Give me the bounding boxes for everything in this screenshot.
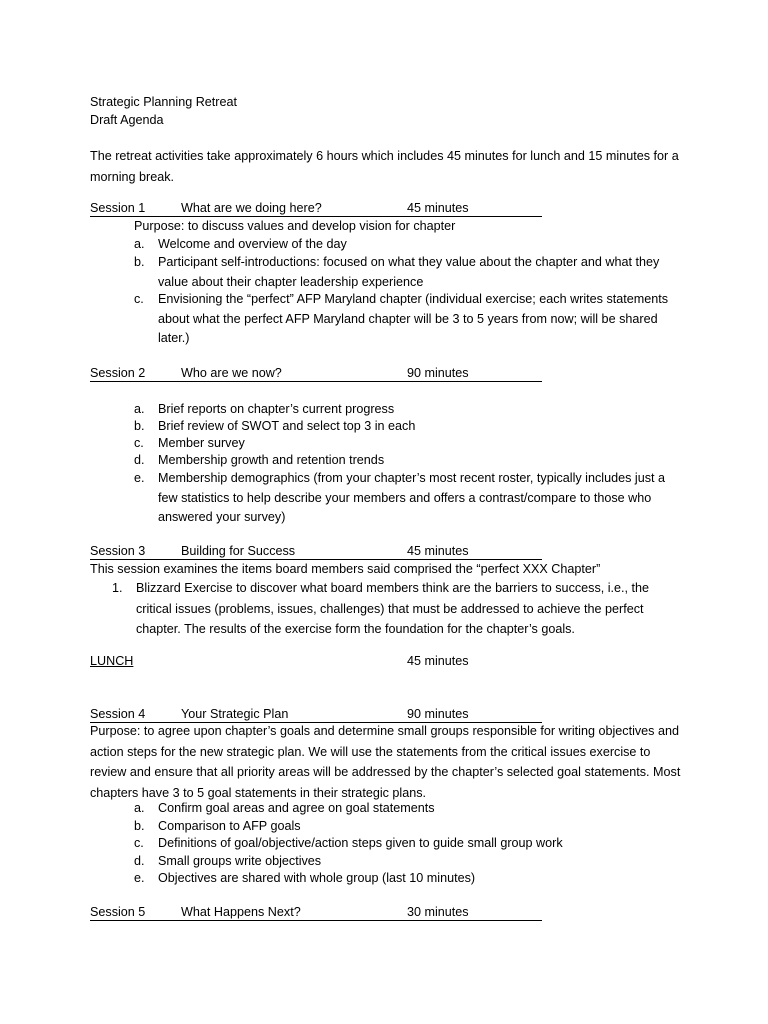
list-item: e. Objectives are shared with whole group (last 10 minutes) [134, 871, 476, 885]
list-item: 1. Blizzard Exercise to discover what board members think are the barriers to success, i.e., the critical issues (problems, issues, challenges) that must be addressed to achieve the perfect chapter. The results of the exercise form the foundation for the chapter’s goals. [112, 581, 650, 636]
list-item: c. Definitions of goal/objective/action steps given to guide small group work [134, 836, 563, 850]
session-duration: 30 minutes [407, 905, 469, 919]
session-3-description: This session examines the items board members said comprised the “perfect XXX Chapter” [90, 562, 601, 576]
session-4-purpose: Purpose: to agree upon chapter’s goals and determine small groups responsible for writing objectives and action steps for the new strategic plan. We will use the statements from the critical issues exercise to review and ensure that all priority areas will be addressed by the chapter’s selected goal statements. Most chapters have 3 to 5 goal statements in their strategic plans. [90, 724, 681, 800]
list-item: d. Small groups write objectives [134, 854, 322, 868]
session-duration: 90 minutes [407, 366, 469, 380]
list-item: b. Comparison to AFP goals [134, 819, 301, 833]
session-number: Session 5 [90, 905, 146, 919]
session-5-header [90, 904, 542, 921]
list-item: e. Membership demographics (from your chapter’s most recent roster, typically includes just a few statistics to help describe your members and offers a contrast/compare to those who answered your survey) [134, 471, 665, 524]
session-1-header [90, 200, 542, 217]
session-number: Session 4 [90, 707, 146, 721]
session-title: What Happens Next? [181, 905, 301, 919]
lunch-row [90, 653, 542, 669]
lunch-label: LUNCH [90, 654, 134, 668]
list-item: c. Envisioning the “perfect” AFP Maryland chapter (individual exercise; each writes statements about what the perfect AFP Maryland chapter will be 3 to 5 years from now; will be shared later.) [134, 292, 669, 345]
list-item: c. Member survey [134, 436, 245, 450]
lunch-duration: 45 minutes [407, 654, 469, 668]
session-title: Your Strategic Plan [181, 707, 289, 721]
session-1-purpose: Purpose: to discuss values and develop vision for chapter [134, 219, 456, 233]
list-item: a. Brief reports on chapter’s current progress [134, 402, 395, 416]
list-item: d. Membership growth and retention trends [134, 453, 385, 467]
session-duration: 45 minutes [407, 544, 469, 558]
session-2-header [90, 365, 542, 382]
session-duration: 90 minutes [407, 707, 469, 721]
session-number: Session 2 [90, 366, 146, 380]
list-item: b. Participant self-introductions: focused on what they value about the chapter and what they value about their chapter leadership experience [134, 255, 660, 289]
document-title: Strategic Planning Retreat [90, 95, 238, 109]
list-item: a. Welcome and overview of the day [134, 237, 347, 251]
session-number: Session 3 [90, 544, 146, 558]
session-title: Who are we now? [181, 366, 282, 380]
session-3-header [90, 543, 542, 560]
session-title: What are we doing here? [181, 201, 322, 215]
document-subtitle: Draft Agenda [90, 113, 164, 127]
list-item: a. Confirm goal areas and agree on goal statements [134, 801, 435, 815]
session-number: Session 1 [90, 201, 146, 215]
list-item: b. Brief review of SWOT and select top 3 in each [134, 419, 416, 433]
session-duration: 45 minutes [407, 201, 469, 215]
intro-paragraph: The retreat activities take approximately 6 hours which includes 45 minutes for lunch and 15 minutes for a morning break. [90, 149, 679, 184]
session-title: Building for Success [181, 544, 296, 558]
